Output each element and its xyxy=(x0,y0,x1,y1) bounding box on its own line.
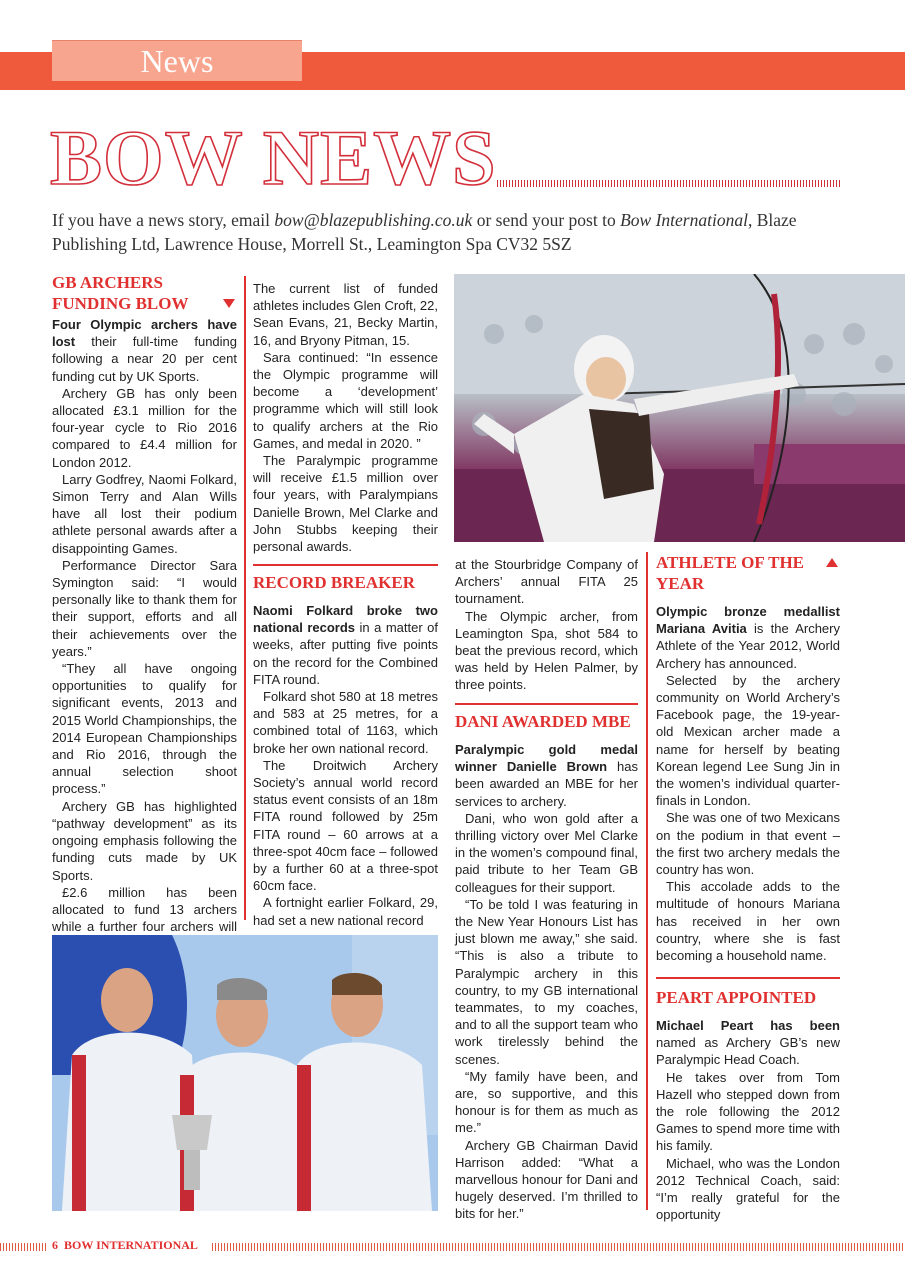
page-title: BOW NEWS xyxy=(50,114,497,201)
column-divider xyxy=(244,276,246,920)
paragraph: The Olympic archer, from Leamington Spa, shot 584 to beat the previous record, which was held by Helen Palmer, by three points. xyxy=(455,608,638,693)
section-tab xyxy=(52,40,302,81)
arrow-down-icon xyxy=(223,299,235,308)
paragraph: The current list of funded athletes includes Glen Croft, 22, Sean Evans, 21, Becky Martin, 16, and Bryony Pitman, 15. xyxy=(253,281,438,348)
funding-lead xyxy=(52,316,237,385)
peart-lead-bold: Michael Peart has been xyxy=(656,1018,840,1033)
intro-address: , Blaze Publishing Ltd, Lawrence House, Morrell St., Leamington Spa CV32 5SZ xyxy=(52,210,797,254)
funding-continued xyxy=(253,280,438,555)
footer-rule-right xyxy=(212,1243,905,1251)
paragraph: “To be told I was featuring in the New Year Honours List has just blown me away,” she said. “This is also a tribute to Paralympic archery in this country, to my GB international teammates, to my coaches, and to all the support team who work tirelessly behind the scenes. xyxy=(455,896,638,1067)
funding-lead-bold: Four Olympic archers have lost xyxy=(52,317,237,350)
contact-email[interactable]: bow@blazepublishing.co.uk xyxy=(274,210,473,230)
athlete-lead xyxy=(656,603,840,672)
paragraph: Dani, who won gold after a thrilling victory over Mel Clarke in the women’s compound final, paid tribute to her Team GB colleagues for their support. xyxy=(455,810,638,895)
funding-headline-2: FUNDING BLOW xyxy=(52,294,189,313)
record-lead-rest: in a matter of weeks, after putting five points on the record for the Combined FITA round. xyxy=(253,620,438,687)
dani-lead-bold: Paralympic gold medal winner Danielle Brown xyxy=(455,742,638,775)
paragraph: Performance Director Sara Symington said: “I would personally like to thank them for their support, efforts and all their achievements over the years.” xyxy=(52,557,237,659)
page-number: 6 xyxy=(52,1238,58,1252)
peart-body xyxy=(656,1017,840,1223)
article-peart xyxy=(656,987,840,1223)
funding-body xyxy=(52,316,237,970)
footer-rule-left xyxy=(0,1243,48,1251)
paragraph: Sara continued: “In essence the Olympic programme will become a ‘development’ programme which will still look to qualify archers at the Rio Games, and medal in 2020. ” xyxy=(253,349,438,451)
peart-headline: PEART APPOINTED xyxy=(656,988,817,1007)
dani-lead xyxy=(455,741,638,810)
paragraph: “They all have ongoing opportunities to qualify for significant events, 2013 and 2015 World Championships, the 2014 European Championships and Rio 2016, through the annual selection shoot process.” xyxy=(52,661,237,797)
intro-text-1: If you have a news story, email xyxy=(52,210,275,230)
paragraph: The Paralympic programme will receive £1.5 million over four years, with Paralympians Danielle Brown, Mel Clarke and John Stubbs keeping their personal awards. xyxy=(253,453,438,555)
team-photo xyxy=(52,935,438,1211)
athlete-body xyxy=(656,603,840,964)
paragraph: “My family have been, and are, so supportive, and this honour is for them as much as me.” xyxy=(455,1068,638,1136)
paragraph: at the Stourbridge Company of Archers’ annual FITA 25 tournament. xyxy=(455,557,638,607)
article-dani xyxy=(455,711,638,1223)
section-divider xyxy=(455,703,638,705)
paragraph: Archery GB Chairman David Harrison added: “What a marvellous honour for Dani and hugely deserved. I’m thrilled to bits for her.” xyxy=(455,1137,638,1222)
record-lead xyxy=(253,602,438,688)
team-photo-illustration xyxy=(52,935,438,1211)
paragraph: The Droitwich Archery Society’s annual world record status event consists of an 18m FITA round followed by 25m FITA round – 60 arrows at a three-spot 40cm face – followed by a further 60 at a three-spot 60cm face. xyxy=(253,757,438,894)
dani-headline: DANI AWARDED MBE xyxy=(455,712,631,731)
athlete-headline-2: YEAR xyxy=(656,574,705,593)
section-divider xyxy=(656,977,840,979)
record-headline: RECORD BREAKER xyxy=(253,573,415,592)
paragraph: £2.6 million has been allocated to fund 13 archers while a further four archers will xyxy=(52,884,237,935)
arrow-up-icon xyxy=(826,558,838,567)
magazine-name: Bow International xyxy=(620,210,748,230)
paragraph: This accolade adds to the multitude of honours Mariana has received in her own country, where she is fast becoming a household name. xyxy=(656,879,840,964)
paragraph: Michael, who was the London 2012 Technical Coach, said: “I’m really grateful for the opportunity xyxy=(656,1155,840,1223)
paragraph: Larry Godfrey, Naomi Folkard, Simon Terry and Alan Wills have all lost their podium athlete personal awards after a disappointing Games. xyxy=(52,471,237,556)
paragraph: Folkard shot 580 at 18 metres and 583 at 25 metres, for a combined total of 1163, which broke her own national record. xyxy=(253,689,438,756)
paragraph: He takes over from Tom Hazell who stepped down from the role following the 2012 Games to spend more time with his family. xyxy=(656,1069,840,1154)
record-body xyxy=(253,602,438,929)
title-rule xyxy=(497,180,841,187)
section-tab-label: News xyxy=(140,42,214,79)
funding-lead-rest: their full-time funding following a near 20 per cent funding cut by UK Sports. xyxy=(52,334,237,384)
column-divider xyxy=(646,552,648,1210)
funding-headline-1: GB ARCHERS xyxy=(52,273,163,292)
intro-text-2: or send your post to xyxy=(472,210,621,230)
archer-photo xyxy=(454,274,905,542)
record-lead-bold: Naomi Folkard broke two national records xyxy=(253,603,438,636)
article-athlete xyxy=(656,552,840,964)
section-divider xyxy=(253,564,438,566)
archer-photo-illustration xyxy=(454,274,905,542)
paragraph: She was one of two Mexicans on the podium in that event – the first two archery medals the country has won. xyxy=(656,810,840,878)
paragraph: Archery GB has highlighted “pathway development” as its ongoing emphasis following the funding cuts made by UK Sports. xyxy=(52,798,237,883)
athlete-lead-rest: is the Archery Athlete of the Year 2012, World Archery has announced. xyxy=(656,621,840,671)
athlete-headline-1: ATHLETE OF THE xyxy=(656,553,805,572)
intro xyxy=(52,208,862,256)
dani-body xyxy=(455,741,638,1223)
dani-lead-rest: has been awarded an MBE for her services to archery. xyxy=(455,759,638,809)
peart-lead xyxy=(656,1017,840,1069)
footer xyxy=(52,1238,198,1253)
record-continued xyxy=(455,556,638,694)
article-record xyxy=(253,572,438,929)
paragraph: Selected by the archery community on World Archery’s Facebook page, the 19-year-old Mexican archer made a name for herself by beating Korean legend Lee Sung Jin in the women’s individual quarter-finals in London. xyxy=(656,672,840,809)
paragraph: A fortnight earlier Folkard, 29, had set a new national record xyxy=(253,895,438,928)
publication-name: BOW INTERNATIONAL xyxy=(64,1238,198,1252)
peart-lead-rest: named as Archery GB’s new Paralympic Head Coach. xyxy=(656,1035,840,1068)
athlete-lead-bold: Olympic bronze medallist Mariana Avitia xyxy=(656,604,840,637)
article-funding xyxy=(52,272,237,970)
paragraph: Archery GB has only been allocated £3.1 million for the four-year cycle to Rio 2016 compared to £4.4 million for London 2012. xyxy=(52,385,237,470)
